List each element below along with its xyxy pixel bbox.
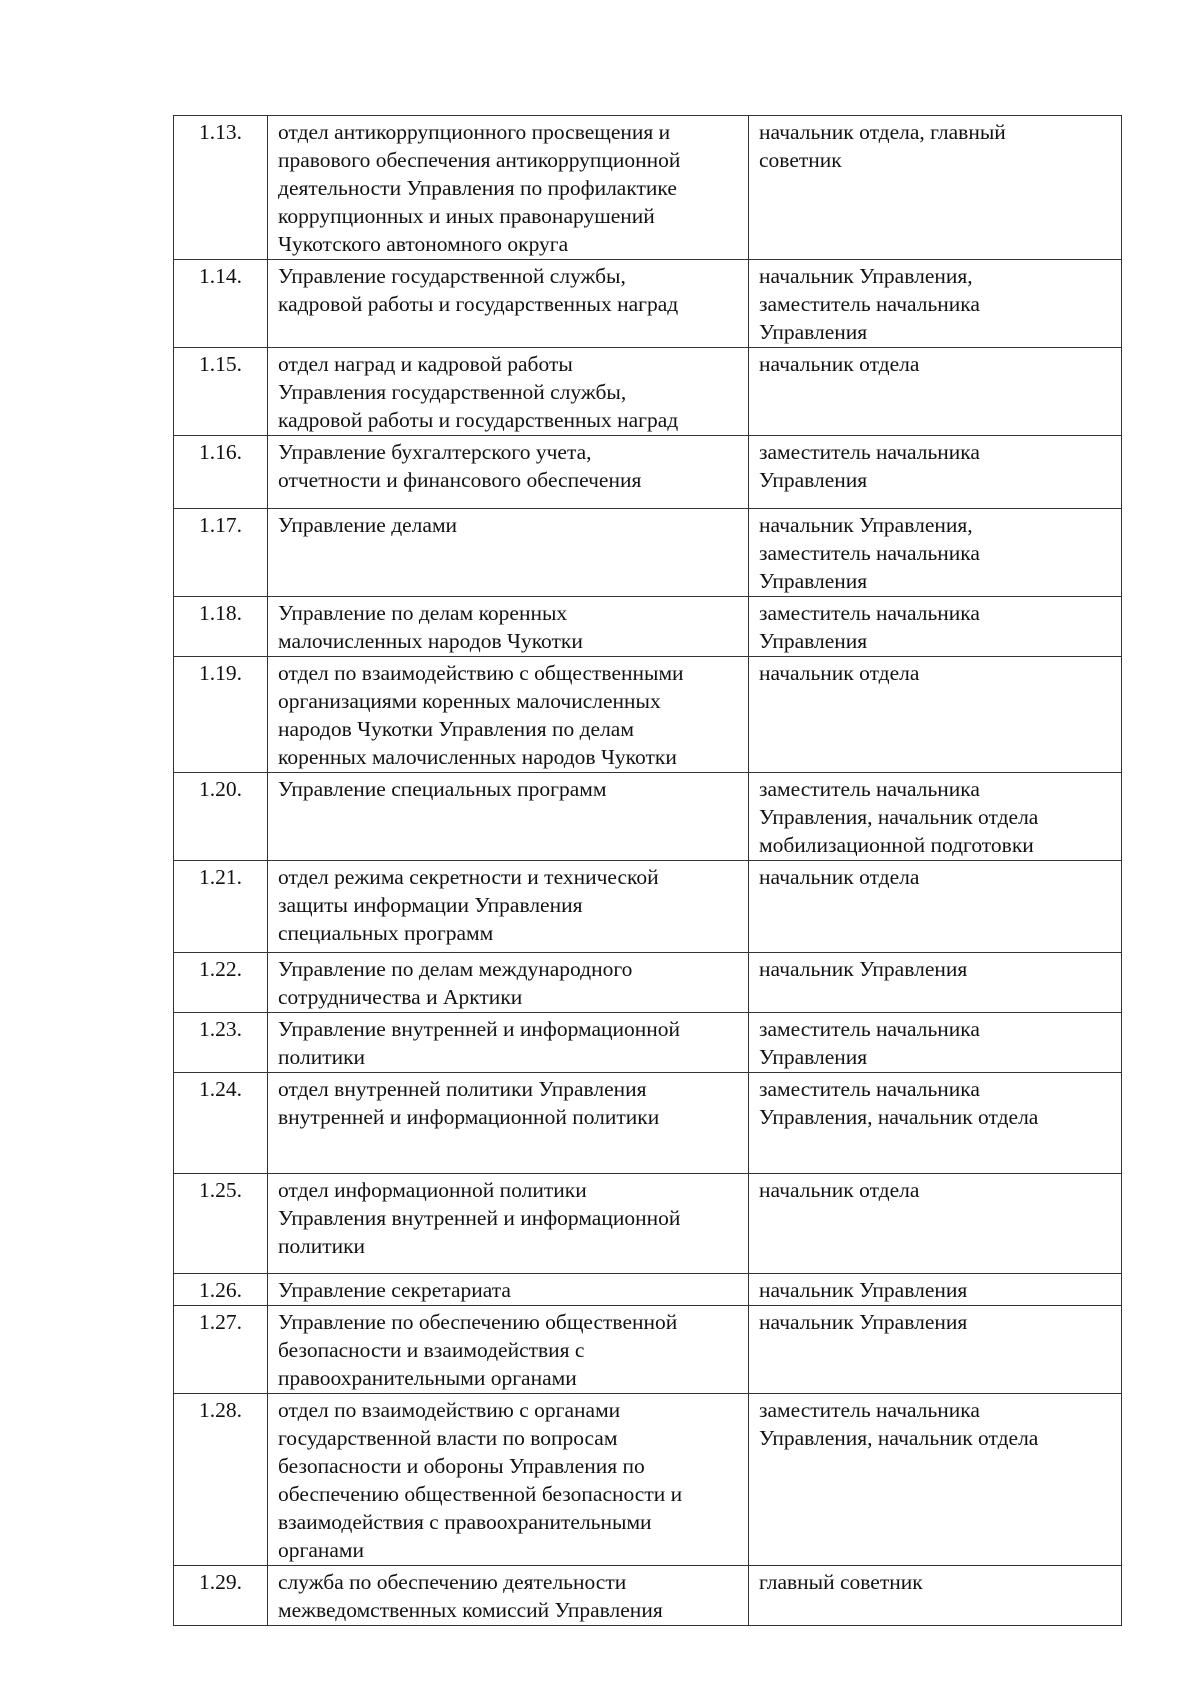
department-line: служба по обеспечению деятельности	[278, 1570, 627, 1594]
department-line: отдел наград и кадровой работы	[278, 352, 573, 376]
position-cell	[749, 953, 1122, 1013]
position-line: заместитель начальника	[759, 292, 980, 316]
row-number: 1.22.	[174, 953, 268, 1013]
department-line: политики	[278, 1045, 366, 1069]
department-line: коренных малочисленных народов Чукотки	[278, 745, 677, 769]
position-line: Управления	[759, 320, 868, 344]
department-cell	[268, 509, 749, 597]
position-cell	[749, 861, 1122, 953]
department-line: Управление бухгалтерского учета,	[278, 440, 592, 464]
department-cell	[268, 861, 749, 953]
position-cell	[749, 1013, 1122, 1073]
table-row	[174, 1073, 1122, 1174]
position-line: Управления	[759, 1045, 868, 1069]
position-cell	[749, 1174, 1122, 1274]
position-line: начальник Управления,	[759, 264, 973, 288]
table-row	[174, 1013, 1122, 1073]
row-number: 1.17.	[174, 509, 268, 597]
position-line: начальник Управления	[759, 957, 968, 981]
table-row	[174, 348, 1122, 436]
department-line: безопасности и обороны Управления по	[278, 1454, 645, 1478]
department-cell	[268, 1073, 749, 1174]
table-row	[174, 953, 1122, 1013]
row-number: 1.21.	[174, 861, 268, 953]
position-cell	[749, 436, 1122, 509]
position-line: начальник Управления	[759, 1310, 968, 1334]
position-line: главный советник	[759, 1570, 923, 1594]
department-cell	[268, 1566, 749, 1626]
position-line: начальник Управления	[759, 1278, 968, 1302]
department-cell	[268, 953, 749, 1013]
department-line: правоохранительными органами	[278, 1366, 577, 1390]
position-line: начальник отдела	[759, 865, 920, 889]
department-cell	[268, 1306, 749, 1394]
department-line: взаимодействия с правоохранительными	[278, 1510, 652, 1534]
row-number: 1.26.	[174, 1274, 268, 1306]
department-line: политики	[278, 1234, 366, 1258]
position-line: Управления, начальник отдела	[759, 1426, 1039, 1450]
position-line: Управления	[759, 569, 868, 593]
department-line: Управления государственной службы,	[278, 380, 627, 404]
position-line: заместитель начальника	[759, 440, 980, 464]
department-cell	[268, 773, 749, 861]
department-line: государственной власти по вопросам	[278, 1426, 618, 1450]
department-line: отчетности и финансового обеспечения	[278, 468, 642, 492]
department-line: Управление секретариата	[278, 1278, 511, 1302]
row-number: 1.20.	[174, 773, 268, 861]
department-cell	[268, 597, 749, 657]
department-line: Чукотского автономного округа	[278, 232, 569, 256]
row-number: 1.13.	[174, 116, 268, 260]
department-line: обеспечению общественной безопасности и	[278, 1482, 683, 1506]
position-line: начальник Управления,	[759, 513, 973, 537]
position-cell	[749, 657, 1122, 773]
department-cell	[268, 260, 749, 348]
row-number: 1.16.	[174, 436, 268, 509]
department-line: Управление специальных программ	[278, 777, 607, 801]
table-row	[174, 773, 1122, 861]
position-line: Управления, начальник отдела	[759, 805, 1039, 829]
table-row	[174, 260, 1122, 348]
position-cell	[749, 597, 1122, 657]
table-row	[174, 657, 1122, 773]
department-line: кадровой работы и государственных наград	[278, 292, 679, 316]
department-line: организациями коренных малочисленных	[278, 689, 661, 713]
row-number: 1.14.	[174, 260, 268, 348]
table-row	[174, 116, 1122, 260]
department-line: специальных программ	[278, 921, 494, 945]
department-line: народов Чукотки Управления по делам	[278, 717, 634, 741]
position-line: заместитель начальника	[759, 601, 980, 625]
department-line: отдел по взаимодействию с органами	[278, 1398, 621, 1422]
row-number: 1.23.	[174, 1013, 268, 1073]
department-cell	[268, 1174, 749, 1274]
department-line: сотрудничества и Арктики	[278, 985, 523, 1009]
department-line: защиты информации Управления	[278, 893, 583, 917]
table-row	[174, 597, 1122, 657]
department-line: Управление внутренней и информационной	[278, 1017, 681, 1041]
position-cell	[749, 348, 1122, 436]
table-row	[174, 861, 1122, 953]
position-line: заместитель начальника	[759, 1077, 980, 1101]
table-row	[174, 1566, 1122, 1626]
position-cell	[749, 509, 1122, 597]
row-number: 1.29.	[174, 1566, 268, 1626]
table-row	[174, 1274, 1122, 1306]
table-row	[174, 1394, 1122, 1566]
department-line: отдел внутренней политики Управления	[278, 1077, 647, 1101]
department-line: коррупционных и иных правонарушений	[278, 204, 655, 228]
department-line: органами	[278, 1538, 365, 1562]
department-line: отдел антикоррупционного просвещения и	[278, 120, 671, 144]
department-cell	[268, 348, 749, 436]
position-cell	[749, 1566, 1122, 1626]
position-cell	[749, 1394, 1122, 1566]
department-line: Управление государственной службы,	[278, 264, 626, 288]
position-line: заместитель начальника	[759, 1017, 980, 1041]
table-row	[174, 436, 1122, 509]
department-line: межведомственных комиссий Управления	[278, 1598, 663, 1622]
department-cell	[268, 657, 749, 773]
position-cell	[749, 1274, 1122, 1306]
row-number: 1.25.	[174, 1174, 268, 1274]
positions-table	[173, 115, 1122, 1626]
department-cell	[268, 1274, 749, 1306]
department-cell	[268, 436, 749, 509]
department-line: деятельности Управления по профилактике	[278, 176, 677, 200]
position-line: начальник отдела	[759, 1178, 920, 1202]
row-number: 1.28.	[174, 1394, 268, 1566]
position-line: мобилизационной подготовки	[759, 833, 1034, 857]
position-line: начальник отдела, главный	[759, 120, 1006, 144]
department-cell	[268, 116, 749, 260]
department-cell	[268, 1394, 749, 1566]
department-line: Управление делами	[278, 513, 458, 537]
department-line: кадровой работы и государственных наград	[278, 408, 679, 432]
department-cell	[268, 1013, 749, 1073]
position-cell	[749, 773, 1122, 861]
position-cell	[749, 260, 1122, 348]
table-body	[174, 116, 1122, 1626]
row-number: 1.27.	[174, 1306, 268, 1394]
table-row	[174, 1174, 1122, 1274]
table-row	[174, 1306, 1122, 1394]
row-number: 1.24.	[174, 1073, 268, 1174]
department-line: отдел режима секретности и технической	[278, 865, 659, 889]
department-line: отдел информационной политики	[278, 1178, 587, 1202]
row-number: 1.19.	[174, 657, 268, 773]
position-cell	[749, 1306, 1122, 1394]
department-line: внутренней и информационной политики	[278, 1105, 660, 1129]
position-line: Управления	[759, 468, 868, 492]
position-line: заместитель начальника	[759, 777, 980, 801]
position-line: советник	[759, 148, 842, 172]
position-line: начальник отдела	[759, 352, 920, 376]
department-line: правового обеспечения антикоррупционной	[278, 148, 681, 172]
position-line: заместитель начальника	[759, 1398, 980, 1422]
department-line: Управление по делам международного	[278, 957, 633, 981]
department-line: отдел по взаимодействию с общественными	[278, 661, 684, 685]
position-line: Управления	[759, 629, 868, 653]
department-line: малочисленных народов Чукотки	[278, 629, 583, 653]
position-cell	[749, 116, 1122, 260]
department-line: безопасности и взаимодействия с	[278, 1338, 585, 1362]
position-line: Управления, начальник отдела	[759, 1105, 1039, 1129]
position-line: заместитель начальника	[759, 541, 980, 565]
table-row	[174, 509, 1122, 597]
row-number: 1.15.	[174, 348, 268, 436]
department-line: Управления внутренней и информационной	[278, 1206, 681, 1230]
department-line: Управление по делам коренных	[278, 601, 568, 625]
position-line: начальник отдела	[759, 661, 920, 685]
department-line: Управление по обеспечению общественной	[278, 1310, 678, 1334]
position-cell	[749, 1073, 1122, 1174]
row-number: 1.18.	[174, 597, 268, 657]
